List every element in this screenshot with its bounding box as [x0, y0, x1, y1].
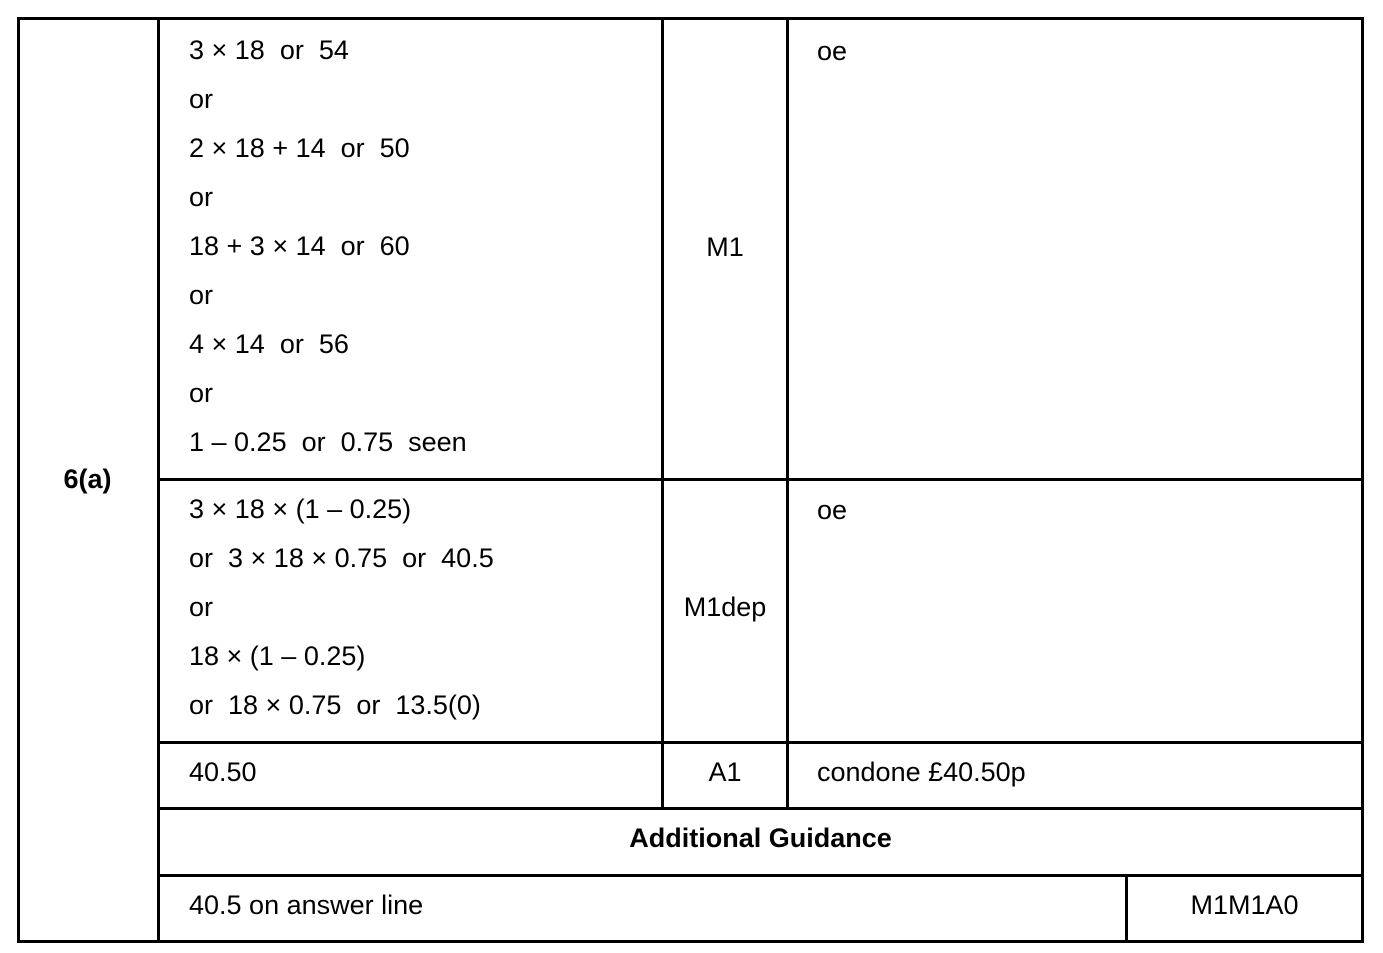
method-line: 18 × (1 – 0.25): [189, 641, 366, 671]
method-line: or: [189, 280, 214, 310]
method-line: 1 – 0.25 or 0.75 seen: [189, 427, 467, 457]
row-divider-4: [157, 874, 1364, 877]
method-line: 2 × 18 + 14 or 50: [189, 133, 410, 163]
method-line: or 18 × 0.75 or 13.5(0): [189, 690, 481, 720]
table-border-bottom: [17, 940, 1364, 943]
comment-cell-row-3: condone £40.50p: [817, 757, 1026, 787]
method-line: or: [189, 84, 214, 114]
method-line: or: [189, 378, 214, 408]
row-divider-3: [157, 807, 1364, 810]
method-mark-divider: [661, 17, 664, 810]
method-line: 3 × 18 or 54: [189, 35, 349, 65]
row-divider-1: [157, 478, 1364, 481]
row-divider-2: [157, 741, 1364, 744]
question-number: 6(a): [63, 464, 112, 494]
mark-cell-row-1: M1: [706, 232, 744, 262]
comment-cell-row-1: oe: [817, 36, 848, 66]
method-line: 3 × 18 × (1 – 0.25): [189, 494, 412, 524]
method-line: or: [189, 182, 214, 212]
guidance-item-marks: M1M1A0: [1190, 890, 1299, 920]
mark-scheme-table: [17, 17, 1364, 943]
mark-cell-row-3: A1: [708, 757, 742, 787]
mark-comment-divider: [786, 17, 789, 810]
method-line: or 3 × 18 × 0.75 or 40.5: [189, 543, 494, 573]
table-border-top: [17, 17, 1364, 20]
method-cell-row-1: [189, 34, 467, 475]
method-line: or: [189, 592, 214, 622]
additional-guidance-heading: Additional Guidance: [629, 823, 892, 853]
mark-cell-row-2: M1dep: [683, 592, 767, 622]
guidance-item-text: 40.5 on answer line: [189, 890, 424, 920]
method-cell-row-3: 40.50: [189, 757, 257, 787]
method-cell-row-2: [189, 493, 494, 738]
method-line: 18 + 3 × 14 or 60: [189, 231, 410, 261]
comment-cell-row-2: oe: [817, 495, 848, 525]
method-line: 4 × 14 or 56: [189, 329, 349, 359]
